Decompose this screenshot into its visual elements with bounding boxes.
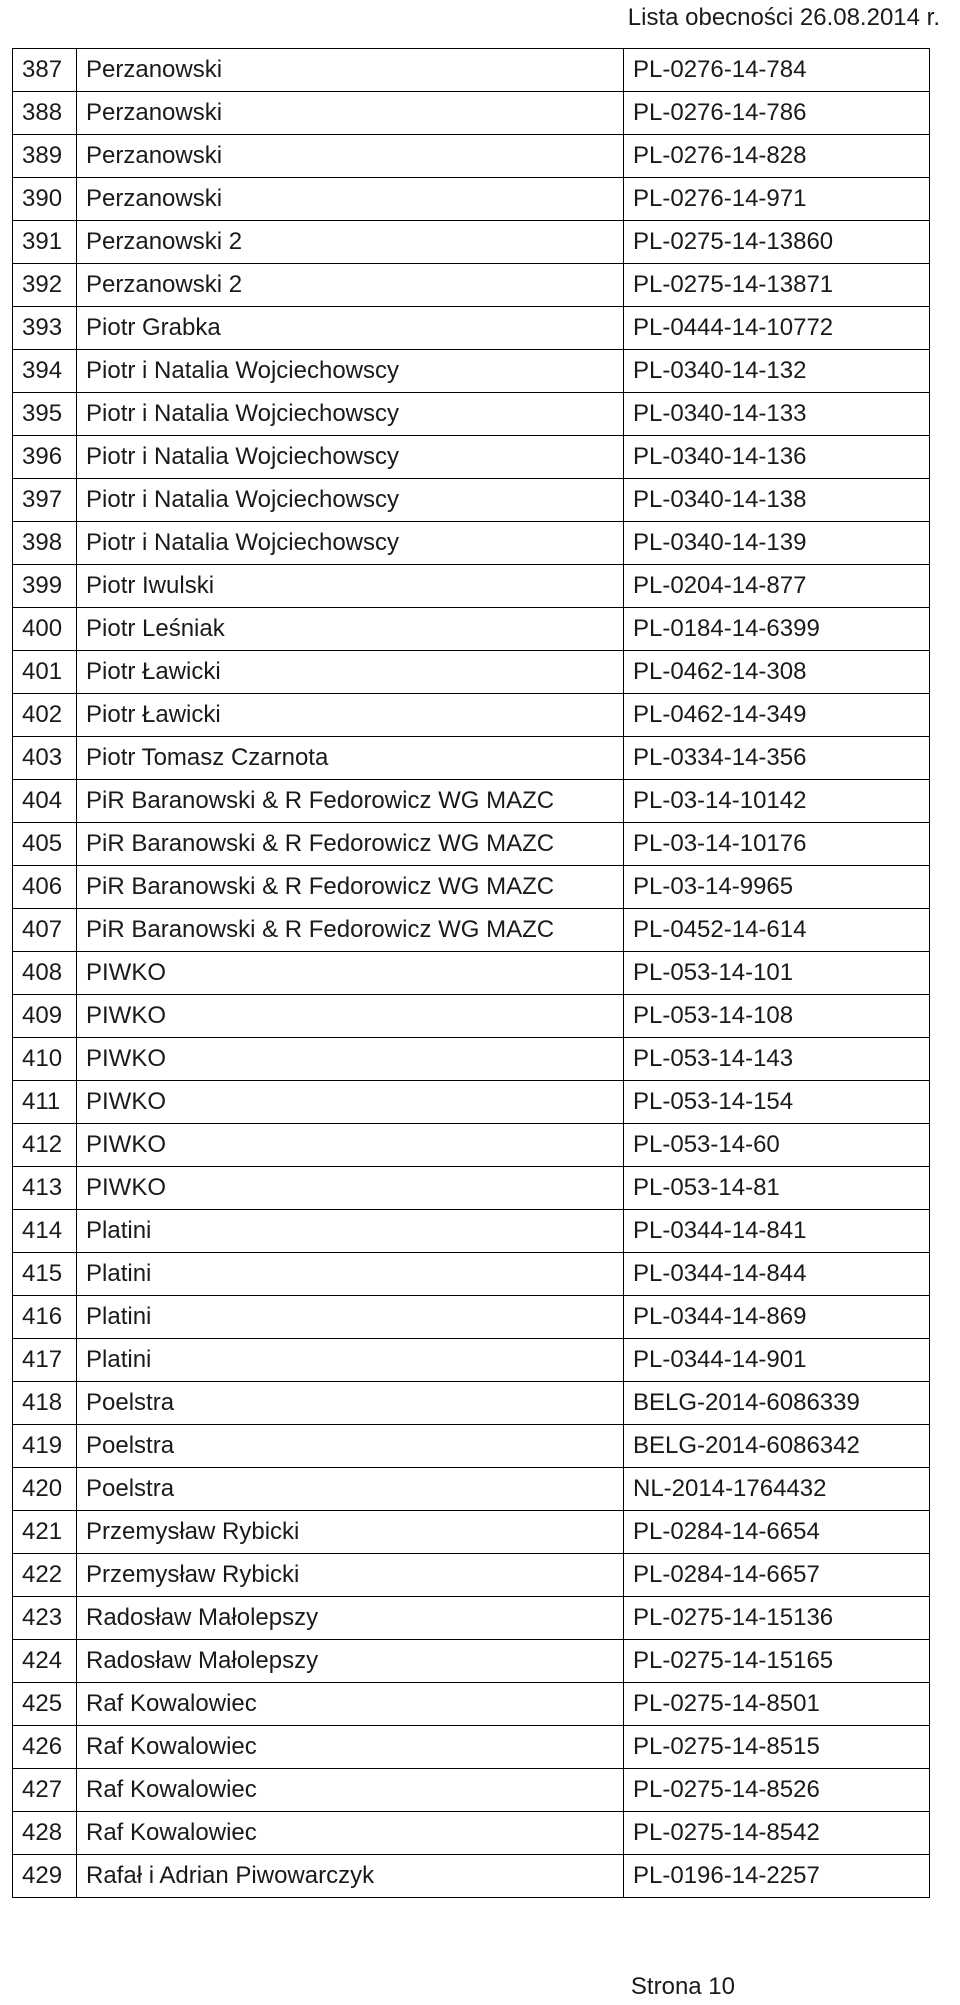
participant-name-cell: PiR Baranowski & R Fedorowicz WG MAZC: [77, 866, 624, 909]
participant-name-cell: PiR Baranowski & R Fedorowicz WG MAZC: [77, 909, 624, 952]
participant-name-cell: Piotr i Natalia Wojciechowscy: [77, 436, 624, 479]
participant-name-cell: Piotr Ławicki: [77, 694, 624, 737]
table-row: [13, 1855, 930, 1898]
participant-name-cell: Radosław Małolepszy: [77, 1597, 624, 1640]
participant-name-cell: Przemysław Rybicki: [77, 1554, 624, 1597]
table-row: [13, 1425, 930, 1468]
row-number-cell: 395: [13, 393, 77, 436]
ring-code-cell: PL-0284-14-6654: [624, 1511, 930, 1554]
table-row: [13, 1769, 930, 1812]
ring-code-cell: PL-053-14-60: [624, 1124, 930, 1167]
ring-code-cell: PL-03-14-10176: [624, 823, 930, 866]
row-number-cell: 426: [13, 1726, 77, 1769]
participant-name-cell: PIWKO: [77, 1038, 624, 1081]
ring-code-cell: PL-0276-14-784: [624, 49, 930, 92]
participant-name-cell: Piotr i Natalia Wojciechowscy: [77, 350, 624, 393]
table-row: [13, 909, 930, 952]
row-number-cell: 419: [13, 1425, 77, 1468]
row-number-cell: 409: [13, 995, 77, 1038]
row-number-cell: 415: [13, 1253, 77, 1296]
ring-code-cell: PL-0340-14-138: [624, 479, 930, 522]
ring-code-cell: PL-053-14-143: [624, 1038, 930, 1081]
row-number-cell: 420: [13, 1468, 77, 1511]
ring-code-cell: PL-0204-14-877: [624, 565, 930, 608]
row-number-cell: 398: [13, 522, 77, 565]
table-row: [13, 350, 930, 393]
participant-name-cell: PIWKO: [77, 1124, 624, 1167]
participant-name-cell: Poelstra: [77, 1382, 624, 1425]
row-number-cell: 427: [13, 1769, 77, 1812]
row-number-cell: 403: [13, 737, 77, 780]
ring-code-cell: PL-0276-14-786: [624, 92, 930, 135]
table-row: [13, 1640, 930, 1683]
participant-name-cell: Raf Kowalowiec: [77, 1769, 624, 1812]
ring-code-cell: PL-0344-14-869: [624, 1296, 930, 1339]
table-row: [13, 1597, 930, 1640]
ring-code-cell: PL-0344-14-901: [624, 1339, 930, 1382]
participant-name-cell: PiR Baranowski & R Fedorowicz WG MAZC: [77, 780, 624, 823]
ring-code-cell: NL-2014-1764432: [624, 1468, 930, 1511]
table-row: [13, 1554, 930, 1597]
row-number-cell: 392: [13, 264, 77, 307]
table-row: [13, 823, 930, 866]
ring-code-cell: PL-0275-14-8515: [624, 1726, 930, 1769]
participant-name-cell: Piotr i Natalia Wojciechowscy: [77, 522, 624, 565]
participant-name-cell: Perzanowski: [77, 49, 624, 92]
row-number-cell: 422: [13, 1554, 77, 1597]
table-row: [13, 694, 930, 737]
row-number-cell: 404: [13, 780, 77, 823]
table-row: [13, 1081, 930, 1124]
ring-code-cell: PL-0462-14-308: [624, 651, 930, 694]
participant-name-cell: Platini: [77, 1253, 624, 1296]
table-row: [13, 49, 930, 92]
table-row: [13, 995, 930, 1038]
page-number: Strona 10: [630, 1973, 735, 2000]
ring-code-cell: PL-0275-14-13871: [624, 264, 930, 307]
participant-name-cell: Rafał i Adrian Piwowarczyk: [77, 1855, 624, 1898]
ring-code-cell: PL-0334-14-356: [624, 737, 930, 780]
participant-name-cell: Perzanowski 2: [77, 221, 624, 264]
table-row: [13, 1253, 930, 1296]
table-row: [13, 866, 930, 909]
attendance-table: [12, 48, 930, 1898]
participant-name-cell: PIWKO: [77, 1081, 624, 1124]
table-row: [13, 1382, 930, 1425]
row-number-cell: 401: [13, 651, 77, 694]
table-row: [13, 780, 930, 823]
attendance-table-body: [13, 49, 930, 1898]
participant-name-cell: Piotr Tomasz Czarnota: [77, 737, 624, 780]
table-row: [13, 737, 930, 780]
row-number-cell: 397: [13, 479, 77, 522]
ring-code-cell: PL-053-14-108: [624, 995, 930, 1038]
table-row: [13, 1210, 930, 1253]
row-number-cell: 388: [13, 92, 77, 135]
table-row: [13, 1296, 930, 1339]
table-row: [13, 1812, 930, 1855]
table-row: [13, 436, 930, 479]
participant-name-cell: Perzanowski: [77, 135, 624, 178]
row-number-cell: 393: [13, 307, 77, 350]
participant-name-cell: Piotr Iwulski: [77, 565, 624, 608]
ring-code-cell: PL-0340-14-133: [624, 393, 930, 436]
row-number-cell: 406: [13, 866, 77, 909]
table-row: [13, 221, 930, 264]
ring-code-cell: PL-0344-14-844: [624, 1253, 930, 1296]
ring-code-cell: PL-0196-14-2257: [624, 1855, 930, 1898]
ring-code-cell: PL-0275-14-8501: [624, 1683, 930, 1726]
row-number-cell: 405: [13, 823, 77, 866]
ring-code-cell: PL-03-14-10142: [624, 780, 930, 823]
ring-code-cell: PL-0452-14-614: [624, 909, 930, 952]
row-number-cell: 402: [13, 694, 77, 737]
participant-name-cell: Perzanowski 2: [77, 264, 624, 307]
row-number-cell: 394: [13, 350, 77, 393]
table-row: [13, 92, 930, 135]
table-row: [13, 393, 930, 436]
ring-code-cell: PL-0275-14-15165: [624, 1640, 930, 1683]
ring-code-cell: PL-0344-14-841: [624, 1210, 930, 1253]
ring-code-cell: PL-053-14-154: [624, 1081, 930, 1124]
participant-name-cell: Platini: [77, 1296, 624, 1339]
participant-name-cell: Raf Kowalowiec: [77, 1726, 624, 1769]
ring-code-cell: PL-0276-14-828: [624, 135, 930, 178]
table-row: [13, 522, 930, 565]
participant-name-cell: Poelstra: [77, 1425, 624, 1468]
row-number-cell: 390: [13, 178, 77, 221]
row-number-cell: 389: [13, 135, 77, 178]
row-number-cell: 424: [13, 1640, 77, 1683]
row-number-cell: 391: [13, 221, 77, 264]
table-row: [13, 307, 930, 350]
row-number-cell: 417: [13, 1339, 77, 1382]
table-row: [13, 178, 930, 221]
ring-code-cell: PL-0275-14-13860: [624, 221, 930, 264]
table-row: [13, 1339, 930, 1382]
ring-code-cell: BELG-2014-6086342: [624, 1425, 930, 1468]
table-row: [13, 565, 930, 608]
table-row: [13, 1038, 930, 1081]
table-row: [13, 1726, 930, 1769]
ring-code-cell: PL-0184-14-6399: [624, 608, 930, 651]
ring-code-cell: PL-0340-14-136: [624, 436, 930, 479]
table-row: [13, 1511, 930, 1554]
ring-code-cell: PL-053-14-101: [624, 952, 930, 995]
participant-name-cell: Perzanowski: [77, 178, 624, 221]
table-row: [13, 1468, 930, 1511]
ring-code-cell: PL-03-14-9965: [624, 866, 930, 909]
participant-name-cell: Piotr i Natalia Wojciechowscy: [77, 479, 624, 522]
row-number-cell: 400: [13, 608, 77, 651]
ring-code-cell: PL-0340-14-139: [624, 522, 930, 565]
ring-code-cell: PL-0275-14-8542: [624, 1812, 930, 1855]
participant-name-cell: Raf Kowalowiec: [77, 1812, 624, 1855]
row-number-cell: 412: [13, 1124, 77, 1167]
ring-code-cell: PL-0340-14-132: [624, 350, 930, 393]
table-row: [13, 1683, 930, 1726]
participant-name-cell: PIWKO: [77, 952, 624, 995]
row-number-cell: 414: [13, 1210, 77, 1253]
ring-code-cell: PL-0462-14-349: [624, 694, 930, 737]
participant-name-cell: Poelstra: [77, 1468, 624, 1511]
table-row: [13, 651, 930, 694]
row-number-cell: 418: [13, 1382, 77, 1425]
ring-code-cell: PL-0444-14-10772: [624, 307, 930, 350]
table-row: [13, 1124, 930, 1167]
table-row: [13, 264, 930, 307]
table-row: [13, 952, 930, 995]
row-number-cell: 407: [13, 909, 77, 952]
ring-code-cell: PL-0275-14-8526: [624, 1769, 930, 1812]
participant-name-cell: PiR Baranowski & R Fedorowicz WG MAZC: [77, 823, 624, 866]
row-number-cell: 387: [13, 49, 77, 92]
row-number-cell: 428: [13, 1812, 77, 1855]
table-row: [13, 1167, 930, 1210]
participant-name-cell: Platini: [77, 1339, 624, 1382]
participant-name-cell: Platini: [77, 1210, 624, 1253]
row-number-cell: 429: [13, 1855, 77, 1898]
ring-code-cell: PL-0284-14-6657: [624, 1554, 930, 1597]
participant-name-cell: Radosław Małolepszy: [77, 1640, 624, 1683]
participant-name-cell: Piotr Ławicki: [77, 651, 624, 694]
participant-name-cell: Piotr Grabka: [77, 307, 624, 350]
page-title: Lista obecności 26.08.2014 r.: [627, 4, 940, 31]
row-number-cell: 399: [13, 565, 77, 608]
participant-name-cell: Piotr i Natalia Wojciechowscy: [77, 393, 624, 436]
row-number-cell: 411: [13, 1081, 77, 1124]
table-row: [13, 135, 930, 178]
ring-code-cell: BELG-2014-6086339: [624, 1382, 930, 1425]
table-row: [13, 608, 930, 651]
ring-code-cell: PL-053-14-81: [624, 1167, 930, 1210]
ring-code-cell: PL-0276-14-971: [624, 178, 930, 221]
row-number-cell: 416: [13, 1296, 77, 1339]
participant-name-cell: PIWKO: [77, 995, 624, 1038]
row-number-cell: 425: [13, 1683, 77, 1726]
row-number-cell: 423: [13, 1597, 77, 1640]
participant-name-cell: Raf Kowalowiec: [77, 1683, 624, 1726]
participant-name-cell: PIWKO: [77, 1167, 624, 1210]
table-row: [13, 479, 930, 522]
row-number-cell: 410: [13, 1038, 77, 1081]
row-number-cell: 408: [13, 952, 77, 995]
row-number-cell: 421: [13, 1511, 77, 1554]
participant-name-cell: Przemysław Rybicki: [77, 1511, 624, 1554]
participant-name-cell: Piotr Leśniak: [77, 608, 624, 651]
participant-name-cell: Perzanowski: [77, 92, 624, 135]
row-number-cell: 396: [13, 436, 77, 479]
ring-code-cell: PL-0275-14-15136: [624, 1597, 930, 1640]
row-number-cell: 413: [13, 1167, 77, 1210]
